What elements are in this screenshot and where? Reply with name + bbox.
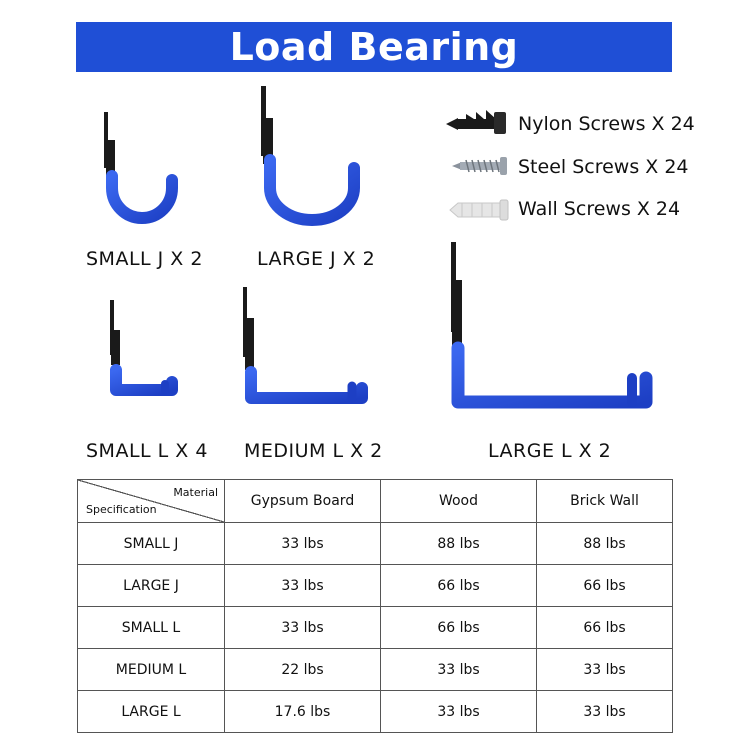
table-cell: 17.6 lbs <box>225 691 381 733</box>
wall-screws-label: Wall Screws X 24 <box>518 198 681 220</box>
large-j-hook-icon <box>261 86 354 220</box>
table-row <box>78 523 673 565</box>
row-header: MEDIUM L <box>78 649 225 691</box>
table-cell: 66 lbs <box>537 565 673 607</box>
column-header: Gypsum Board <box>225 480 381 523</box>
column-header: Brick Wall <box>537 480 673 523</box>
row-header: SMALL J <box>78 523 225 565</box>
table-cell: 33 lbs <box>537 691 673 733</box>
table-cell: 66 lbs <box>537 607 673 649</box>
table-row <box>78 691 673 733</box>
table-header-row <box>78 480 673 523</box>
table-corner-cell <box>78 480 225 523</box>
table-cell: 66 lbs <box>381 607 537 649</box>
nylon-screws-label: Nylon Screws X 24 <box>518 113 695 135</box>
header-material: Material <box>173 486 218 499</box>
row-header: SMALL L <box>78 607 225 649</box>
wall-plug-icon <box>450 200 508 220</box>
small-l-hook-icon <box>110 300 172 390</box>
table-row <box>78 607 673 649</box>
large-l-hook-icon <box>451 242 646 402</box>
table-row <box>78 649 673 691</box>
large-l-label: LARGE L X 2 <box>488 440 612 462</box>
table-cell: 22 lbs <box>225 649 381 691</box>
table-cell: 33 lbs <box>537 649 673 691</box>
row-header: LARGE J <box>78 565 225 607</box>
steel-screw-icon <box>452 157 507 175</box>
load-table <box>77 479 673 733</box>
table-cell: 33 lbs <box>381 649 537 691</box>
medium-l-label: MEDIUM L X 2 <box>244 440 383 462</box>
table-cell: 33 lbs <box>381 691 537 733</box>
table-cell: 33 lbs <box>225 607 381 649</box>
small-j-hook-icon <box>104 112 172 218</box>
header-specification: Specification <box>86 503 157 516</box>
small-j-label: SMALL J X 2 <box>86 248 203 270</box>
table-cell: 33 lbs <box>225 523 381 565</box>
nylon-screw-icon <box>446 110 506 134</box>
column-header: Wood <box>381 480 537 523</box>
row-header: LARGE L <box>78 691 225 733</box>
table-row <box>78 565 673 607</box>
table-cell: 88 lbs <box>537 523 673 565</box>
table-cell: 66 lbs <box>381 565 537 607</box>
large-j-label: LARGE J X 2 <box>257 248 376 270</box>
medium-l-hook-icon <box>243 287 362 398</box>
steel-screws-label: Steel Screws X 24 <box>518 156 689 178</box>
title-banner: Load Bearing <box>76 22 672 72</box>
table-cell: 33 lbs <box>225 565 381 607</box>
small-l-label: SMALL L X 4 <box>86 440 208 462</box>
table-cell: 88 lbs <box>381 523 537 565</box>
